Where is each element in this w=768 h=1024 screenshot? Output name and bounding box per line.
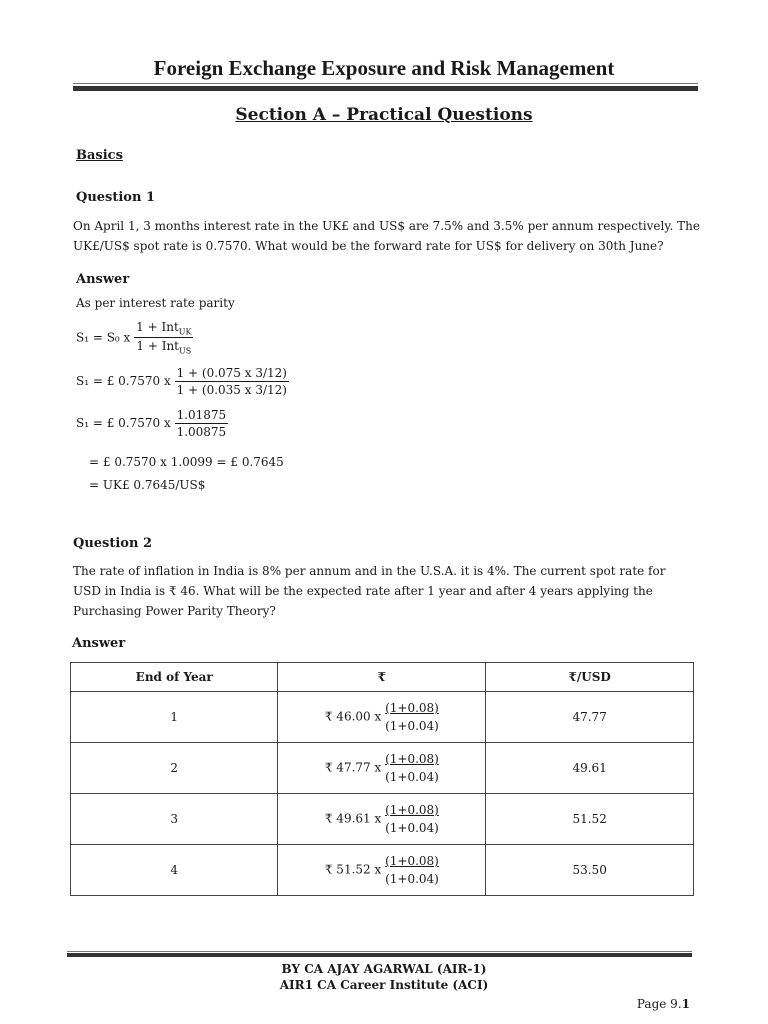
calc-numerator: (1+0.08) [385, 752, 439, 766]
year-cell: 2 [71, 743, 278, 794]
equation-2-denominator: 1 + (0.035 x 3/12) [176, 383, 287, 397]
calc-base: ₹ 46.00 x [324, 709, 382, 724]
equation-3-lhs: S₁ = £ 0.7570 x [76, 416, 171, 430]
question-1-heading: Question 1 [76, 190, 156, 205]
calc-numerator: (1+0.08) [385, 701, 439, 715]
equation-2-numerator: 1 + (0.075 x 3/12) [176, 366, 287, 380]
equation-1-numerator: 1 + Int [136, 320, 179, 334]
page-prefix: Page 9. [636, 997, 682, 1011]
footer-rule [67, 953, 692, 957]
section-title: Section A – Practical Questions [235, 105, 533, 125]
year-cell: 3 [71, 794, 278, 845]
calc-cell [278, 743, 486, 794]
calc-cell [278, 794, 486, 845]
question-1-body: On April 1, 3 months interest rate in the UK£ and US$ are 7.5% and 3.5% per annum respectively. The UK£/US$ spot rate is 0.7570. What would be the forward rate for US$ for delivery on 30th June? [73, 219, 700, 253]
equation-5: = UK£ 0.7645/US$ [89, 478, 206, 492]
calc-fraction [385, 852, 439, 888]
footer-institute: AIR1 CA Career Institute (ACI) [279, 978, 489, 992]
equation-1-denominator: 1 + Int [136, 339, 179, 354]
header-rule-thin [73, 83, 698, 84]
table-row [71, 794, 694, 845]
answer-2-heading: Answer [72, 636, 126, 651]
calc-base: ₹ 49.61 x [324, 811, 382, 826]
calc-base: ₹ 47.77 x [324, 760, 382, 775]
calc-denominator: (1+0.04) [385, 872, 439, 886]
calc-denominator: (1+0.04) [385, 821, 439, 835]
table-row [71, 692, 694, 743]
question-1-text [73, 216, 703, 256]
page-number [637, 997, 690, 1011]
calc-denominator: (1+0.04) [385, 770, 439, 784]
page-num: 1 [681, 997, 690, 1011]
equation-3-numerator: 1.01875 [176, 408, 227, 422]
equation-3 [76, 408, 228, 439]
calc-denominator: (1+0.04) [385, 719, 439, 733]
answer-1-heading: Answer [76, 272, 130, 287]
question-2-text [73, 561, 695, 621]
question-2-body: The rate of inflation in India is 8% per annum and in the U.S.A. it is 4%. The current spot rate for USD in India is ₹ 46. What will be the expected rate after 1 year and after 4 years applying the Purchasing Power Parity Theory? [73, 564, 666, 618]
equation-2-lhs: S₁ = £ 0.7570 x [76, 374, 171, 388]
footer-rule-thin [67, 951, 692, 952]
column-header-year: End of Year [71, 663, 278, 692]
document-title: Foreign Exchange Exposure and Risk Management [153, 56, 615, 80]
calc-cell [278, 845, 486, 896]
equation-1-den-sub: US [179, 346, 192, 356]
year-cell: 1 [71, 692, 278, 743]
equation-1-fraction [134, 320, 193, 356]
calc-fraction [385, 801, 439, 837]
calc-cell [278, 692, 486, 743]
equation-2 [76, 366, 289, 397]
calc-numerator: (1+0.08) [385, 803, 439, 817]
calc-base: ₹ 51.52 x [324, 862, 382, 877]
result-cell: 53.50 [486, 845, 694, 896]
header-rule [73, 86, 698, 91]
equation-2-fraction [175, 366, 289, 397]
equation-1 [76, 320, 193, 356]
basics-heading: Basics [76, 148, 123, 163]
equation-3-denominator: 1.00875 [176, 425, 227, 439]
table-row [71, 743, 694, 794]
calc-fraction [385, 750, 439, 786]
footer-credit [0, 961, 768, 993]
footer-author: BY CA AJAY AGARWAL (AIR-1) [281, 962, 487, 976]
equation-1-lhs: S₁ = S₀ x [76, 330, 131, 345]
year-cell: 4 [71, 845, 278, 896]
table-header-row [71, 663, 694, 692]
ppp-table [70, 662, 694, 896]
equation-4: = £ 0.7570 x 1.0099 = £ 0.7645 [89, 455, 284, 469]
result-cell: 51.52 [486, 794, 694, 845]
equation-1-num-sub: UK [178, 327, 192, 337]
column-header-rupee-usd: ₹/USD [486, 663, 694, 692]
calc-fraction [385, 699, 439, 735]
answer-1-intro: As per interest rate parity [76, 296, 235, 310]
calc-numerator: (1+0.08) [385, 854, 439, 868]
result-cell: 49.61 [486, 743, 694, 794]
result-cell: 47.77 [486, 692, 694, 743]
table-row [71, 845, 694, 896]
column-header-rupee: ₹ [278, 663, 486, 692]
question-2-heading: Question 2 [73, 536, 153, 551]
equation-3-fraction [175, 408, 229, 439]
